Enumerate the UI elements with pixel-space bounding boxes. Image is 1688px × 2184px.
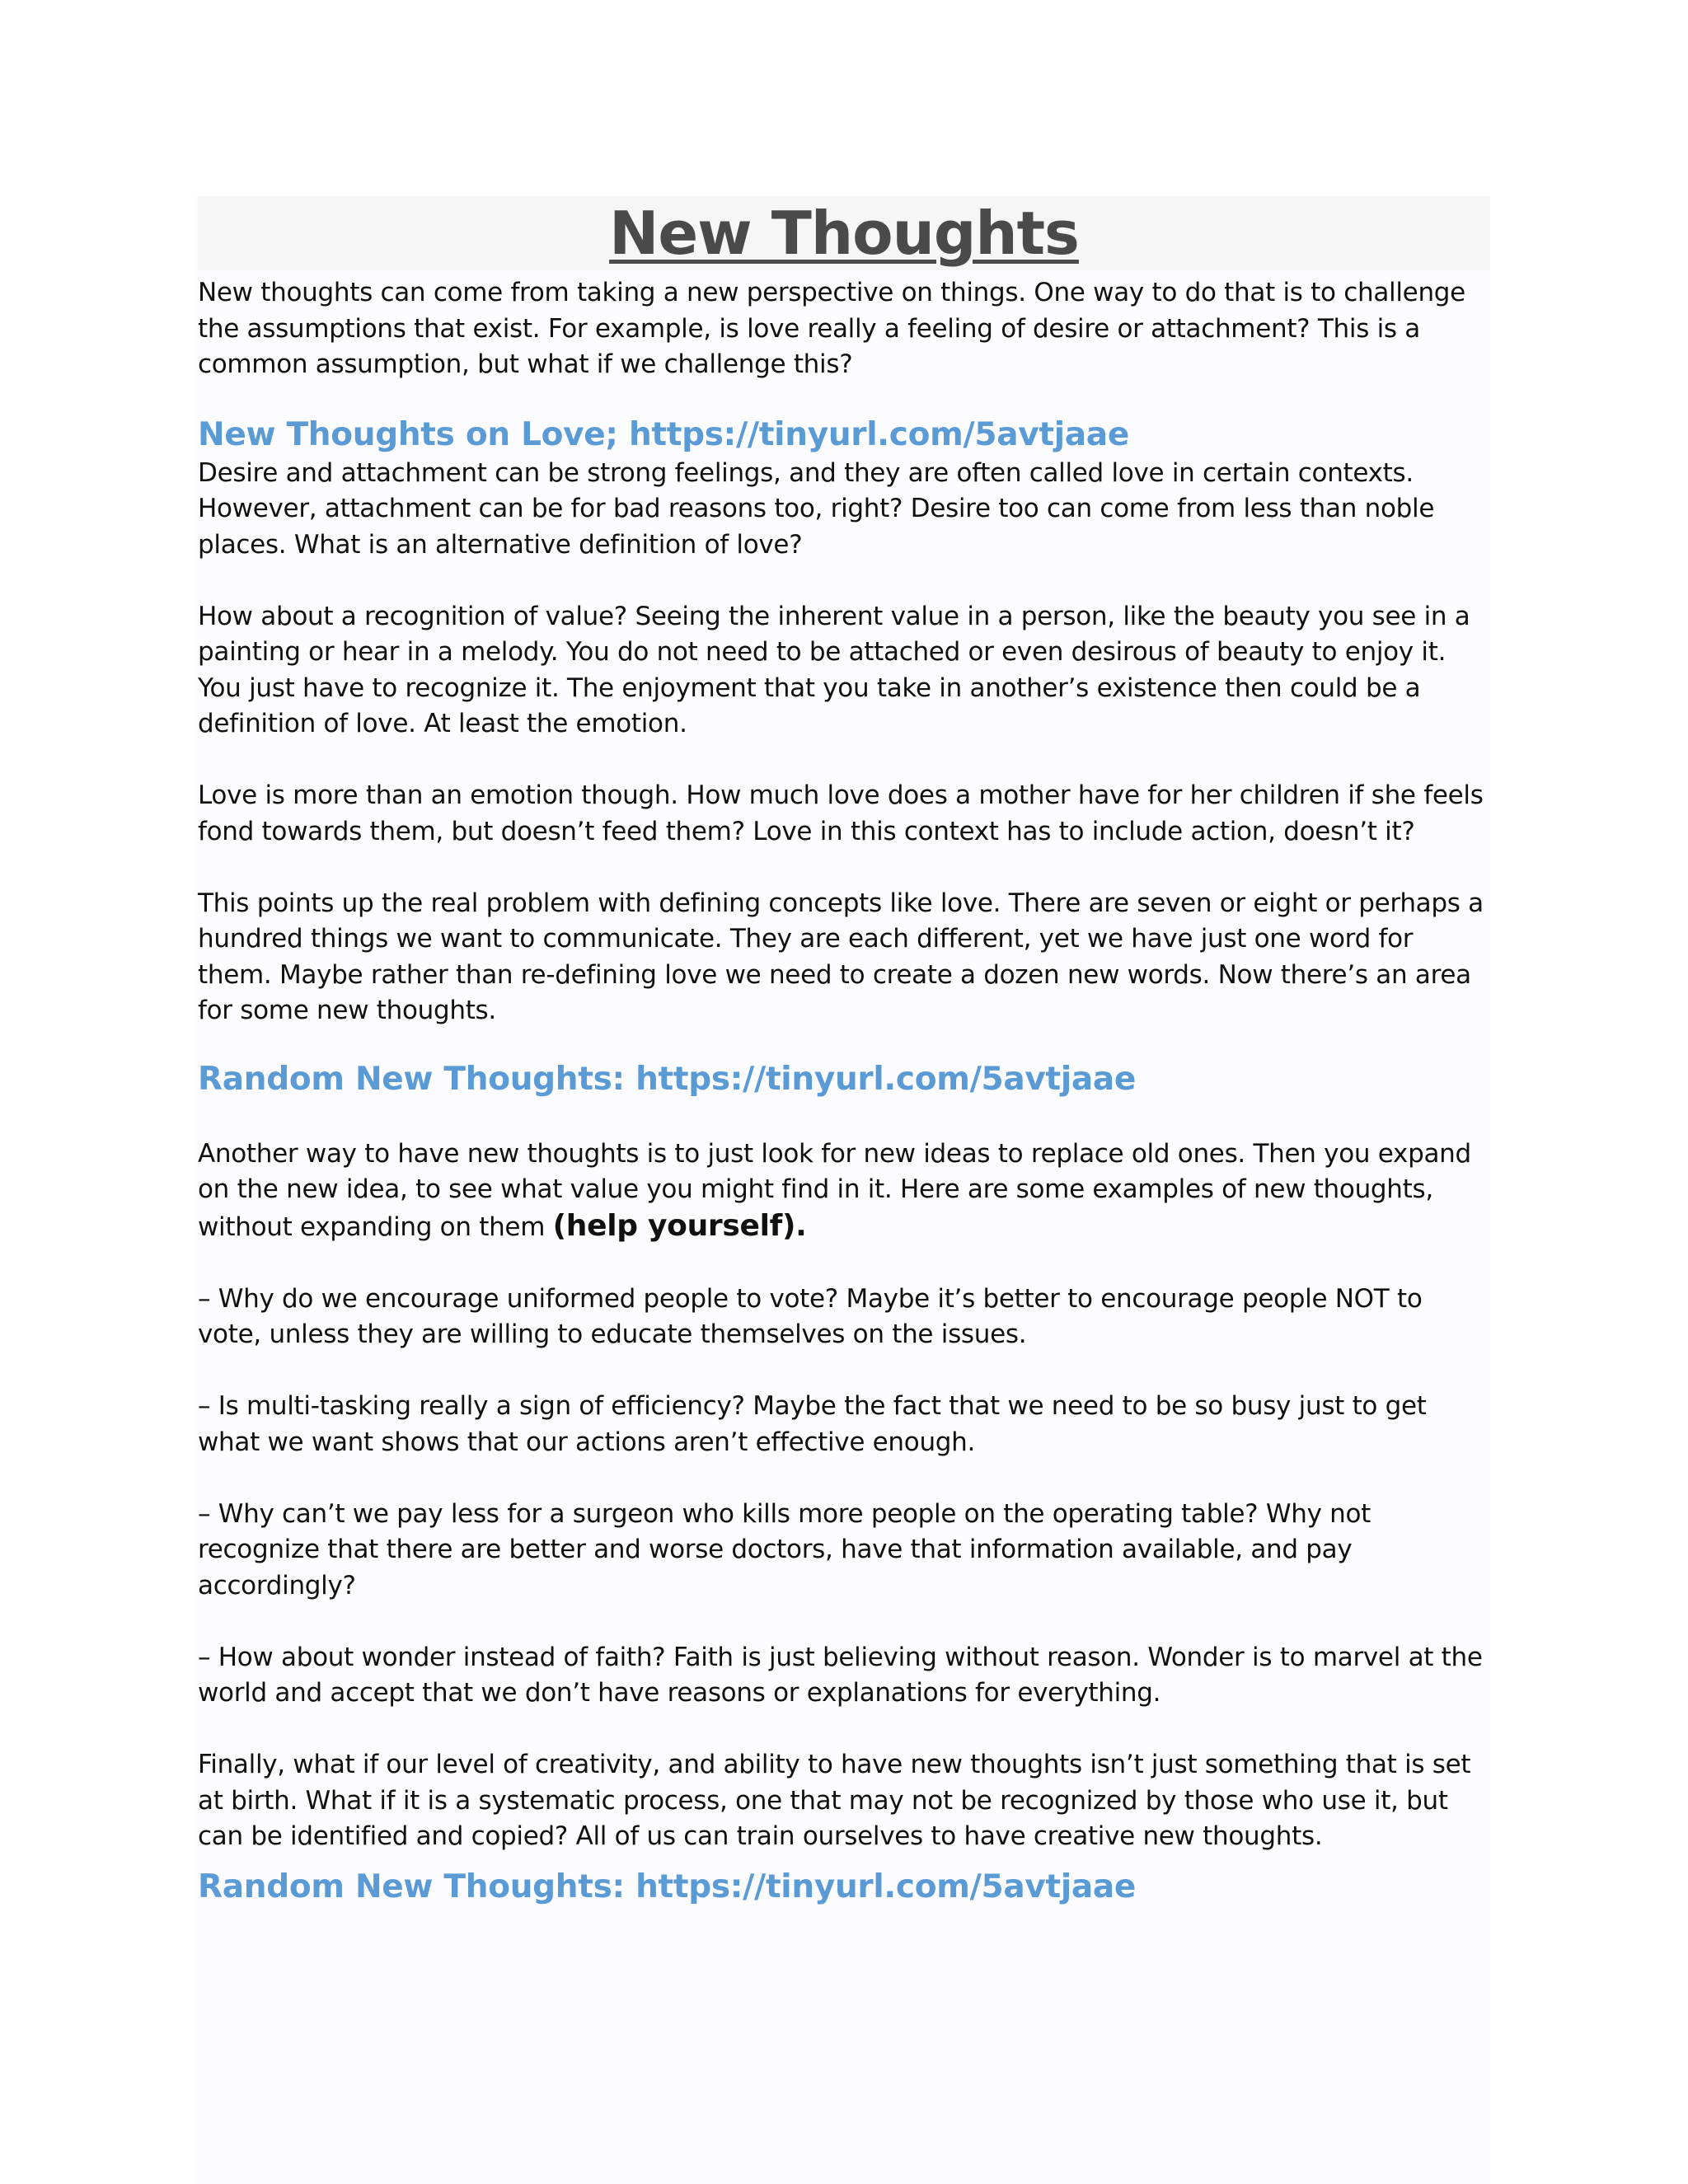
thought-list-item: – How about wonder instead of faith? Faith is just believing without reason. Wonder is to marvel at the world and accept that we don’t have reasons or explanations for everything. [198,1642,1483,1708]
closing-paragraph: Finally, what if our level of creativity, and ability to have new thoughts isn’t just something that is set at birth. What if it is a systematic process, one that may not be recognized by those who use it, but can be identified and copied? All of us can train ourselves to have creative new thoughts. [198,1750,1471,1851]
love-paragraph: Desire and attachment can be strong feelings, and they are often called love in certain contexts. However, attachment can be for bad reasons too, right? Desire too can come from less than noble places. What is an alternative definition of love? [198,457,1435,560]
title-banner [198,196,1490,270]
thought-list-item: – Why do we encourage uniformed people to vote? Maybe it’s better to encourage people NOT to vote, unless they are willing to educate themselves on the issues. [198,1283,1423,1349]
random-intro-text: Another way to have new thoughts is to just look for new ideas to replace old ones. Then you expand on the new idea, to see what value you might find in it. Here are some examples of new thoughts, without expanding on them [198,1138,1471,1242]
thought-list-item: – Why can’t we pay less for a surgeon who kills more people on the operating table? Why not recognize that there are better and worse doctors, have that information available, and pay accordingly? [198,1498,1372,1601]
random-section-heading-link[interactable]: Random New Thoughts: https://tinyurl.com/5avtjaae [198,1060,1137,1098]
footer-heading-link[interactable]: Random New Thoughts: https://tinyurl.com/5avtjaae [198,1868,1137,1905]
intro-paragraph: New thoughts can come from taking a new perspective on things. One way to do that is to challenge the assumptions that exist. For example, is love really a feeling of desire or attachment? This is a common assumption, but what if we challenge this? [198,278,1465,379]
page-title: New Thoughts [609,199,1079,268]
love-paragraph: This points up the real problem with defining concepts like love. There are seven or eight or perhaps a hundred things we want to communicate. They are each different, yet we have just one word for them. Maybe rather than re-defining love we need to create a dozen new words. Now there’s an area for some new thoughts. [198,888,1484,1025]
random-intro-paragraph [198,1137,1490,1246]
help-yourself-emphasis: (help yourself). [552,1208,807,1243]
love-section-heading-link[interactable]: New Thoughts on Love; https://tinyurl.com/5avtjaae [198,415,1129,453]
thought-list-item: – Is multi-tasking really a sign of efficiency? Maybe the fact that we need to be so busy just to get what we want shows that our actions aren’t effective enough. [198,1391,1427,1457]
love-paragraph: Love is more than an emotion though. How much love does a mother have for her children if she feels fond towards them, but doesn’t feed them? Love in this context has to include action, doesn’t it? [198,780,1484,846]
love-paragraph: How about a recognition of value? Seeing the inherent value in a person, like the beauty you see in a painting or hear in a melody. You do not need to be attached or even desirous of beauty to enjoy it. You just have to recognize it. The enjoyment that you take in another’s existence then could be a definition of love. At least the emotion. [198,601,1470,738]
document-content [198,196,1490,1908]
